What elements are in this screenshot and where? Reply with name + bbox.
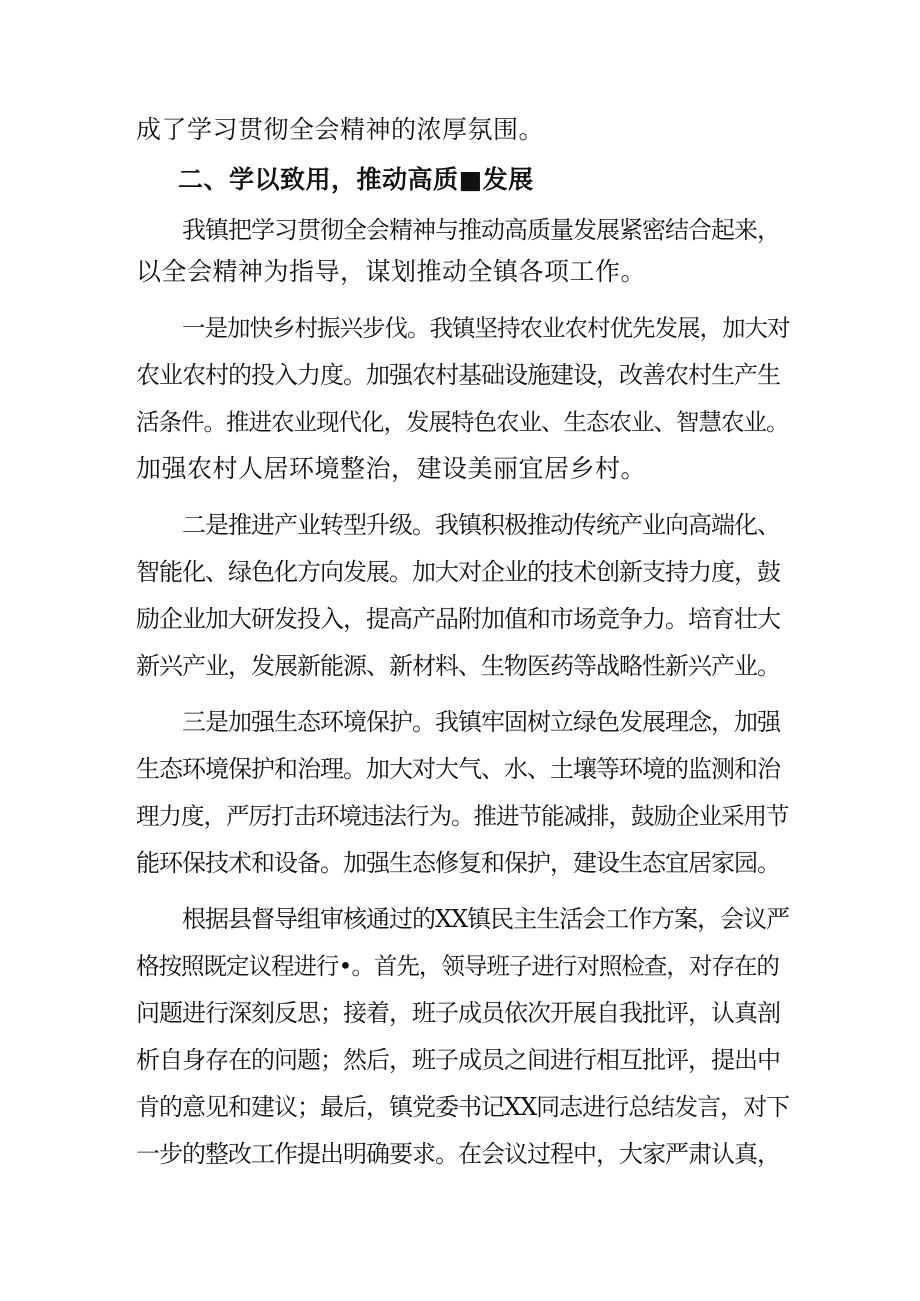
text-line: 成了学习贯彻全会精神的浓厚氛围。 xyxy=(136,115,545,144)
text-line: 以全会精神为指导，谋划推动全镇各项工作。 xyxy=(136,257,647,286)
text-line: 活条件。推进农业现代化，发展特色农业、生态农业、智慧农业。 xyxy=(136,408,789,436)
text-line: 问题进行深刻反思；接着，班子成员依次开展自我批评，认真剖 xyxy=(136,999,780,1027)
text-line: 励企业加大研发投入，提高产品附加值和市场竞争力。培育壮大 xyxy=(136,605,780,633)
text-line: 肯的意见和建议；最后，镇党委书记XX同志进行总结发言，对下 xyxy=(136,1093,790,1121)
text-line: 二是推进产业转型升级。我镇积极推动传统产业向高端化、 xyxy=(182,511,780,539)
text-line: 三是加强生态环境保护。我镇牢固树立绿色发展理念，加强 xyxy=(182,708,780,736)
text-line: 一是加快乡村振兴步伐。我镇坚持农业农村优先发展，加大对 xyxy=(182,314,790,342)
text-line: 生态环境保护和治理。加大对大气、水、土壤等环境的监测和治 xyxy=(136,755,780,783)
text-line: 能环保技术和设备。加强生态修复和保护，建设生态宜居家园。 xyxy=(136,849,780,877)
text-line: 析自身存在的问题；然后，班子成员之间进行相互批评，提出中 xyxy=(136,1046,780,1074)
text-line: 新兴产业，发展新能源、新材料、生物医药等战略性新兴产业。 xyxy=(136,652,780,680)
text-line: 根据县督导组审核通过的XX镇民主生活会工作方案，会议严 xyxy=(182,905,790,933)
text-line: 智能化、绿色化方向发展。加大对企业的技术创新支持力度，鼓 xyxy=(136,558,780,586)
text-line: 我镇把学习贯彻全会精神与推动高质量发展紧密结合起来， xyxy=(182,216,780,244)
text-line: 格按照既定议程进行•。首先，领导班子进行对照检查，对存在的 xyxy=(136,952,779,980)
text-line: 农业农村的投入力度。加强农村基础设施建设，改善农村生产生 xyxy=(136,361,780,389)
text-line: 一步的整改工作提出明确要求。在会议过程中，大家严肃认真， xyxy=(136,1140,780,1168)
text-line: 加强农村人居环境整治，建设美丽宜居乡村。 xyxy=(136,454,647,483)
section-heading: 二、学以致用，推动高质■发展 xyxy=(178,165,534,194)
text-line: 理力度，严厉打击环境违法行为。推进节能减排，鼓励企业采用节 xyxy=(136,802,789,830)
